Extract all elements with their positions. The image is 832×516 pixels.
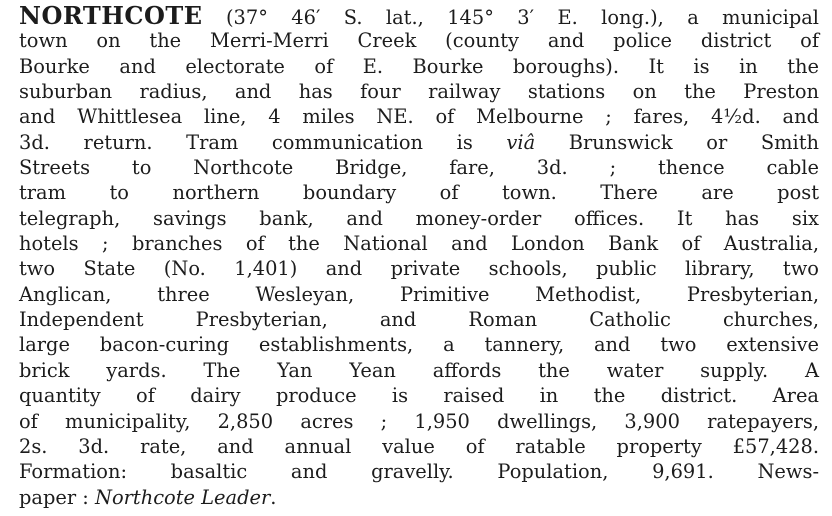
entry-line-2: town on the Merri-Merri Creek (county and police district of <box>19 29 819 53</box>
entry-line-17: of municipality, 2,850 acres ; 1,950 dwellings, 3,900 ratepayers, <box>19 409 819 433</box>
entry-line-16: quantity of dairy produce is raised in the district. Area <box>19 384 819 408</box>
entry-line-1 <box>19 3 819 28</box>
entry-line-10: hotels ; branches of the National and London Bank of Australia, <box>19 232 819 256</box>
entry-line-18: 2s. 3d. rate, and annual value of ratable property £57,428. <box>19 434 819 458</box>
entry-line-20-pre: paper : <box>19 485 95 509</box>
entry-line-6-post: Brunswick or Smith <box>535 130 820 154</box>
entry-line-19: Formation: basaltic and gravelly. Population, 9,691. News- <box>19 460 819 484</box>
headword: NORTHCOTE <box>19 1 203 30</box>
entry-line-5: and Whittlesea line, 4 miles NE. of Melbourne ; fares, 4½d. and <box>19 105 819 129</box>
entry-line-20-post: . <box>270 485 277 509</box>
entry-line-3: Bourke and electorate of E. Bourke boroughs). It is in the <box>19 54 819 78</box>
entry-line-6-pre: 3d. return. Tram communication is <box>19 130 507 154</box>
entry-line-14: large bacon-curing establishments, a tannery, and two extensive <box>19 333 819 357</box>
entry-line-1-text: (37° 46′ S. lat., 145° 3′ E. long.), a municipal <box>202 6 819 29</box>
entry-line-12: Anglican, three Wesleyan, Primitive Methodist, Presbyterian, <box>19 282 819 306</box>
entry-line-9: telegraph, savings bank, and money-order offices. It has six <box>19 206 819 230</box>
entry-line-20 <box>19 485 819 510</box>
italic-via: viâ <box>506 130 536 154</box>
entry-line-6 <box>19 130 819 155</box>
entry-line-11: two State (No. 1,401) and private schools, public library, two <box>19 257 819 281</box>
entry-line-7: Streets to Northcote Bridge, fare, 3d. ; thence cable <box>19 156 819 180</box>
entry-line-4: suburban radius, and has four railway stations on the Preston <box>19 80 819 104</box>
gazetteer-entry <box>19 3 819 510</box>
entry-line-15: brick yards. The Yan Yean affords the water supply. A <box>19 358 819 382</box>
newspaper-title: Northcote Leader <box>95 485 271 509</box>
entry-line-13: Independent Presbyterian, and Roman Catholic churches, <box>19 308 819 332</box>
entry-line-8: tram to northern boundary of town. There are post <box>19 181 819 205</box>
